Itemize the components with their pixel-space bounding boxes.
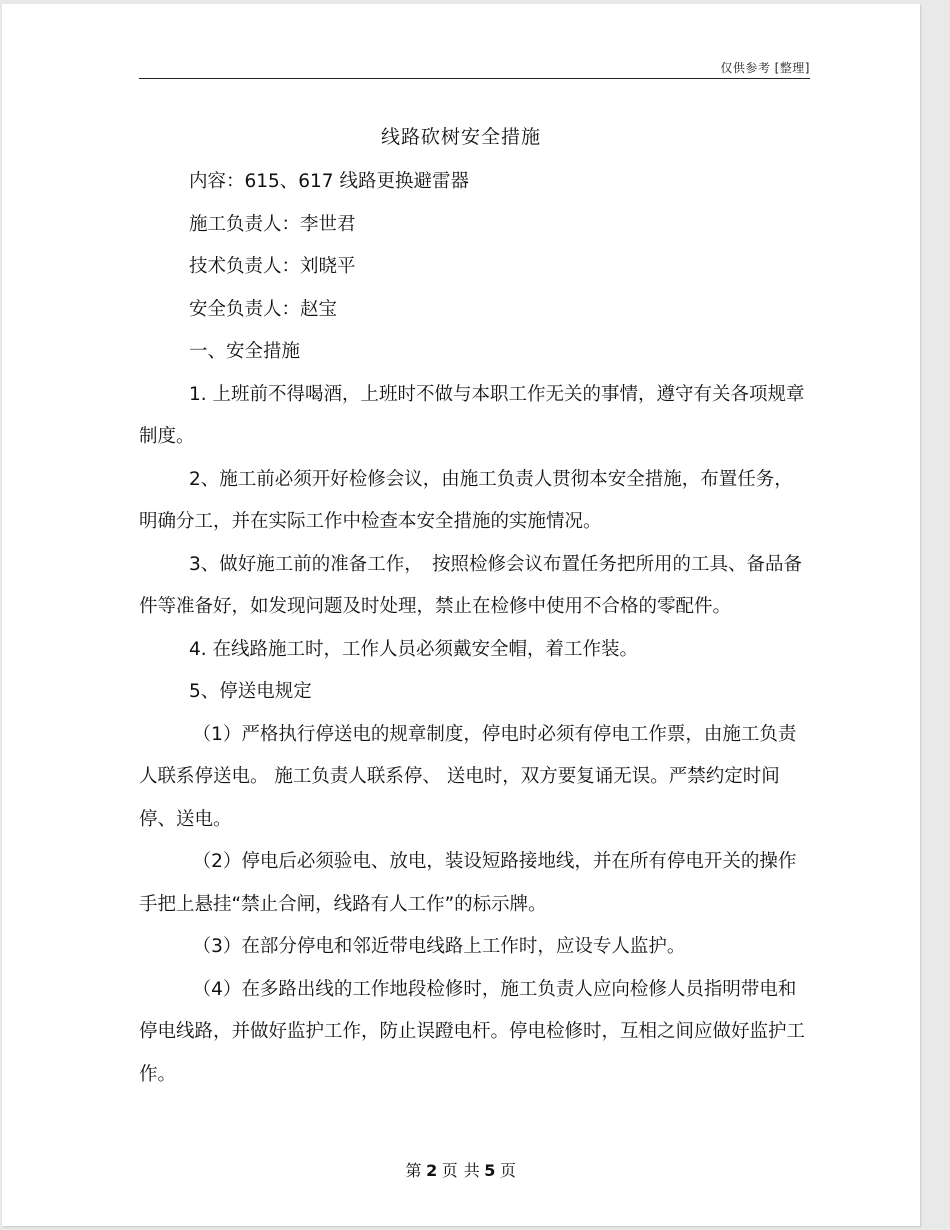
document-body <box>139 161 810 1096</box>
sub-item-4: （4）在多路出线的工作地段检修时，施工负责人应向检修人员指明带电和停电线路，并做好监护工作，防止误蹬电杆。停电检修时，互相之间应做好监护工作。 <box>139 978 806 1085</box>
construction-leader-line: 施工负责人：李世君 <box>188 213 356 235</box>
footer-middle: 页 共 <box>441 1161 481 1180</box>
paragraph-item-1: 1. 上班前不得喝酒，上班时不做与本职工作无关的事情，遵守有关各项规章制度。 <box>139 383 805 447</box>
sub-item-3: （3）在部分停电和邻近带电线路上工作时，应设专人监护。 <box>192 936 686 957</box>
sub-item-1: （1）严格执行停送电的规章制度，停电时必须有停电工作票，由施工负责人联系停送电。 施工负责人联系停、 送电时，双方要复诵无误。严禁约定时间停、送电。 <box>139 723 797 830</box>
content-line: 内容：615、617 线路更换避雷器 <box>188 171 469 192</box>
header-note: 仅供参考 [整理] <box>720 61 810 75</box>
document-page <box>2 4 920 1226</box>
sub-item-2: （2）停电后必须验电、放电，装设短路接地线，并在所有停电开关的操作手把上悬挂“禁止合闸，线路有人工作”的标示牌。 <box>139 851 797 915</box>
page-number-footer <box>2 1158 920 1181</box>
total-page-number: 5 <box>484 1161 496 1180</box>
technical-leader-line: 技术负责人：刘晓平 <box>188 256 356 277</box>
current-page-number: 2 <box>426 1161 438 1180</box>
paragraph-item-3: 3、做好施工前的准备工作， 按照检修会议布置任务把所用的工具、备品备件等准备好，如发现问题及时处理，禁止在检修中使用不合格的零配件。 <box>139 553 802 617</box>
footer-suffix: 页 <box>499 1161 517 1180</box>
footer-prefix: 第 <box>405 1161 423 1180</box>
header-divider <box>139 78 810 79</box>
document-title: 线路砍树安全措施 <box>380 126 541 148</box>
paragraph-item-2: 2、施工前必须开好检修会议，由施工负责人贯彻本安全措施，布置任务，明确分工，并在实际工作中检查本安全措施的实施情况。 <box>139 468 793 532</box>
safety-leader-line: 安全负责人：赵宝 <box>188 298 337 320</box>
section-heading: 一、安全措施 <box>188 341 300 362</box>
paragraph-item-5: 5、停送电规定 <box>188 681 312 702</box>
paragraph-item-4: 4. 在线路施工时，工作人员必须戴安全帽，着工作装。 <box>188 638 638 660</box>
